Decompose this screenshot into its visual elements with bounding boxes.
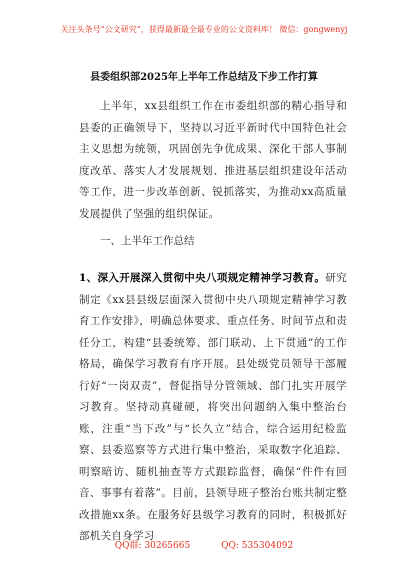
- item-1-body: 研究制定《xx县县级层面深入贯彻中央八项规定精神学习教育工作安排》，明确总体要求、重点任务、时间节点和责任分工，构建“县委统筹、部门联动、上下贯通”的工作格局，确保学习教育有序开展。县处级党员领导干部履行好“一岗双责”，督促指导分管领域、部门扎实开展学习教育。坚持动真碰硬，将突出问题纳入集中整治台账，注重“当下改”与“长久立”结合，综合运用纪检监察、县委巡察等方式进行集中整治，采取数字化追踪、明察暗访、随机抽查等方式跟踪监督，确保“件件有回音、事事有着落”。目前，县领导班子整治台账共制定整改措施xx条。在服务好县级学习教育的同时，积极抓好部机关自身学习: [79, 272, 347, 542]
- item-1-paragraph: [79, 268, 347, 548]
- document-title: 县委组织部2025年上半年工作总结及下步工作打算: [90, 72, 318, 83]
- footer-qq: QQ: 535304092: [221, 541, 294, 551]
- item-1-lead: 1、深入开展深入贯彻中央八项规定精神学习教育。: [79, 272, 326, 284]
- intro-paragraph: 上半年，xx县组织工作在市委组织部的精心指导和县委的正确领导下，坚持以习近平新时代中国特色社会主义思想为统领，巩固创先争优成果、深化干部人事制度改革、落实人才发展规划、推进基层组织建设年活动等工作，进一步改革创新、锐抓落实，为推动xx高质量发展提供了坚强的组织保证。: [79, 100, 347, 220]
- footer-qq-group: QQ群: 30265665: [114, 541, 191, 551]
- section-heading: 一、上半年工作总结: [100, 235, 195, 247]
- header-banner: 关注头条号“公文研究”，获得最新最全最专业的公文资料库！ 微信：gongwenyj: [60, 25, 348, 34]
- footer-contact: [0, 538, 408, 551]
